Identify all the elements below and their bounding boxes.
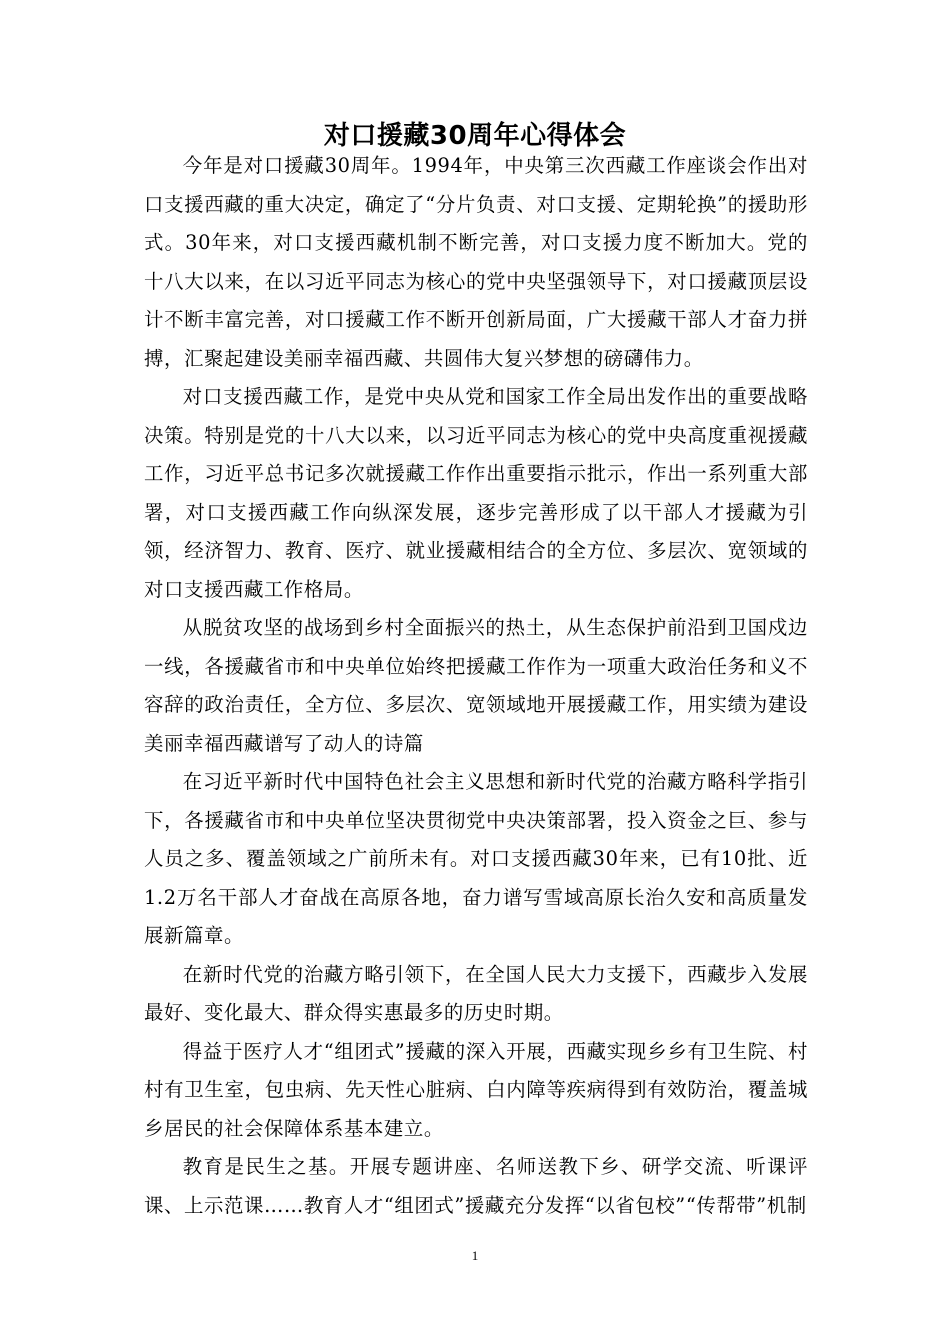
paragraph: 对口支援西藏工作，是党中央从党和国家工作全局出发作出的重要战略决策。特别是党的十八大以来，以习近平同志为核心的党中央高度重视援藏工作，习近平总书记多次就援藏工作作出重要指示批示，作出一系列重大部署，对口支援西藏工作向纵深发展，逐步完善形成了以干部人才援藏为引领，经济智力、教育、医疗、就业援藏相结合的全方位、多层次、宽领域的对口支援西藏工作格局。 [144,385,808,601]
paragraph: 教育是民生之基。开展专题讲座、名师送教下乡、研学交流、听课评课、上示范课……教育人才“组团式”援藏充分发挥“以省包校”“传帮带”机制 [144,1155,808,1217]
paragraph: 得益于医疗人才“组团式”援藏的深入开展，西藏实现乡乡有卫生院、村村有卫生室，包虫病、先天性心脏病、白内障等疾病得到有效防治，覆盖城乡居民的社会保障体系基本建立。 [144,1039,808,1140]
paragraph: 从脱贫攻坚的战场到乡村全面振兴的热土，从生态保护前沿到卫国戍边一线，各援藏省市和中央单位始终把援藏工作作为一项重大政治任务和义不容辞的政治责任，全方位、多层次、宽领域地开展援藏工作，用实绩为建设美丽幸福西藏谱写了动人的诗篇 [144,616,808,755]
document-title: 对口援藏30周年心得体会 [323,121,627,151]
paragraph: 在新时代党的治藏方略引领下，在全国人民大力支援下，西藏步入发展最好、变化最大、群众得实惠最多的历史时期。 [144,962,808,1024]
paragraph: 在习近平新时代中国特色社会主义思想和新时代党的治藏方略科学指引下，各援藏省市和中央单位坚决贯彻党中央决策部署，投入资金之巨、参与人员之多、覆盖领域之广前所未有。对口支援西藏30年来，已有10批、近1.2万名干部人才奋战在高原各地，奋力谱写雪域高原长治久安和高质量发展新篇章。 [144,770,808,947]
page-number: 1 [471,1248,479,1263]
document-body [144,147,808,1225]
paragraph: 今年是对口援藏30周年。1994年，中央第三次西藏工作座谈会作出对口支援西藏的重大决定，确定了“分片负责、对口支援、定期轮换”的援助形式。30年来，对口支援西藏机制不断完善，对口支援力度不断加大。党的十八大以来，在以习近平同志为核心的党中央坚强领导下，对口援藏顶层设计不断丰富完善，对口援藏工作不断开创新局面，广大援藏干部人才奋力拼搏，汇聚起建设美丽幸福西藏、共圆伟大复兴梦想的磅礴伟力。 [144,154,808,370]
